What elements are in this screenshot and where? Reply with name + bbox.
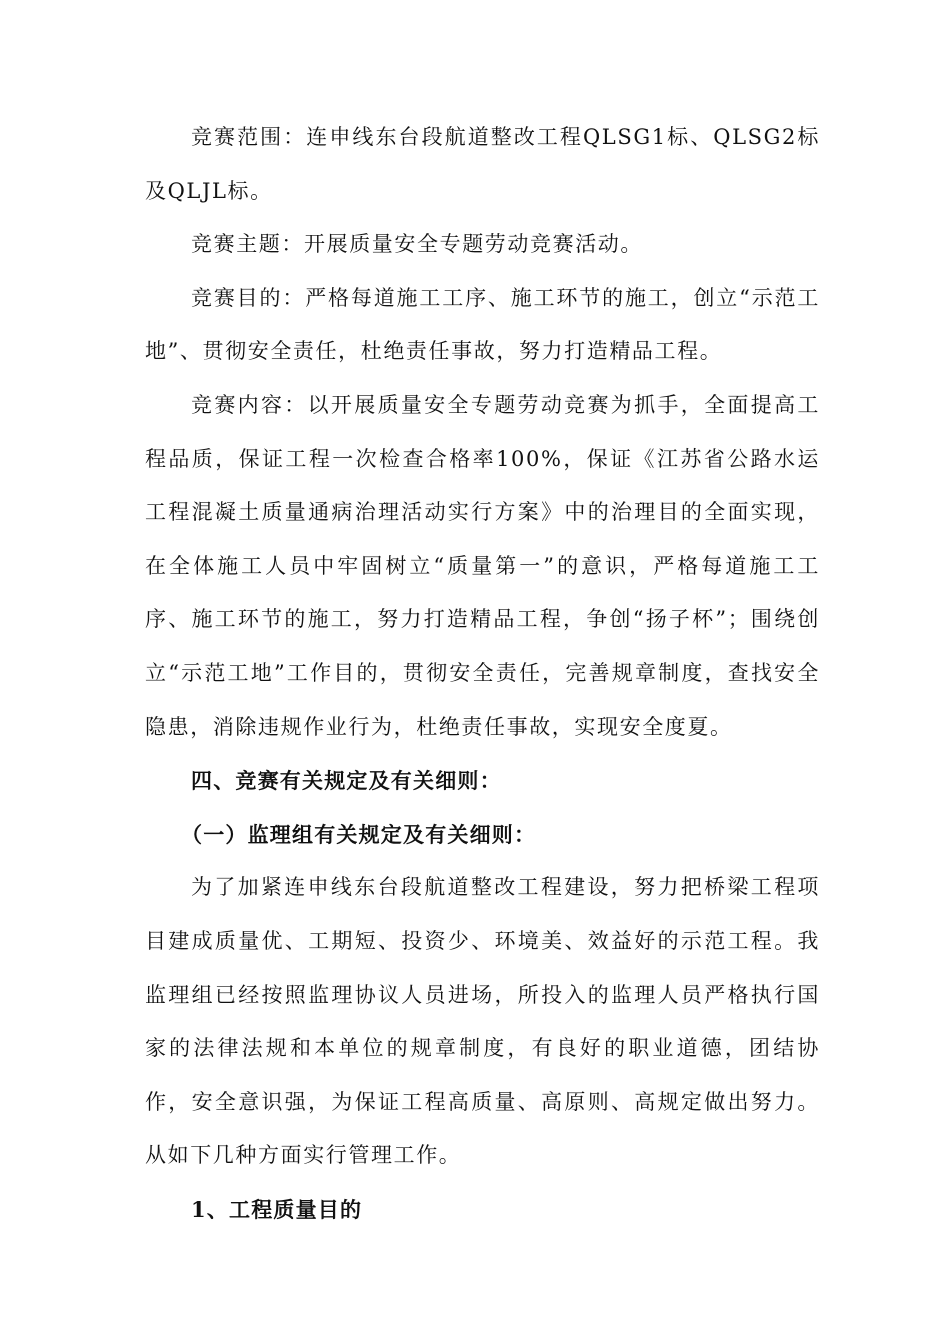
subsection-heading-supervision-rules: （一）监理组有关规定及有关细则： [181,821,537,847]
item-heading-quality-goal: 1、工程质量目的 [191,1196,363,1222]
paragraph-competition-purpose: 竞赛目的：严格每道施工工序、施工环节的施工，创立“示范工地”、贯彻安全责任，杜绝责任事故，努力打造精品工程。 [145,285,820,364]
paragraph-competition-content: 竞赛内容：以开展质量安全专题劳动竞赛为抓手，全面提高工程品质，保证工程一次检查合格率100%，保证《江苏省公路水运工程混凝土质量通病治理活动实行方案》中的治理目的全面实现，在全体施工人员中牢固树立“质量第一”的意识，严格每道施工工序、施工环节的施工，努力打造精品工程，争创“扬子杯”；围绕创立“示范工地”工作目的，贯彻安全责任，完善规章制度，查找安全隐患，消除违规作业行为，杜绝责任事故，实现安全度夏。 [145,392,820,739]
paragraph-competition-scope: 竞赛范围：连申线东台段航道整改工程QLSG1标、QLSG2标及QLJL标。 [145,125,820,203]
paragraph-competition-theme: 竞赛主题：开展质量安全专题劳动竞赛活动。 [191,232,643,257]
section-heading-rules: 四、竞赛有关规定及有关细则： [191,768,502,794]
paragraph-supervision-intro: 为了加紧连申线东台段航道整改工程建设，努力把桥梁工程项目建成质量优、工期短、投资少、环境美、效益好的示范工程。我监理组已经按照监理协议人员进场，所投入的监理人员严格执行国家的法律法规和本单位的规章制度，有良好的职业道德，团结协作，安全意识强，为保证工程高质量、高原则、高规定做出努力。从如下几种方面实行管理工作。 [145,875,820,1168]
document-body [145,111,820,1236]
